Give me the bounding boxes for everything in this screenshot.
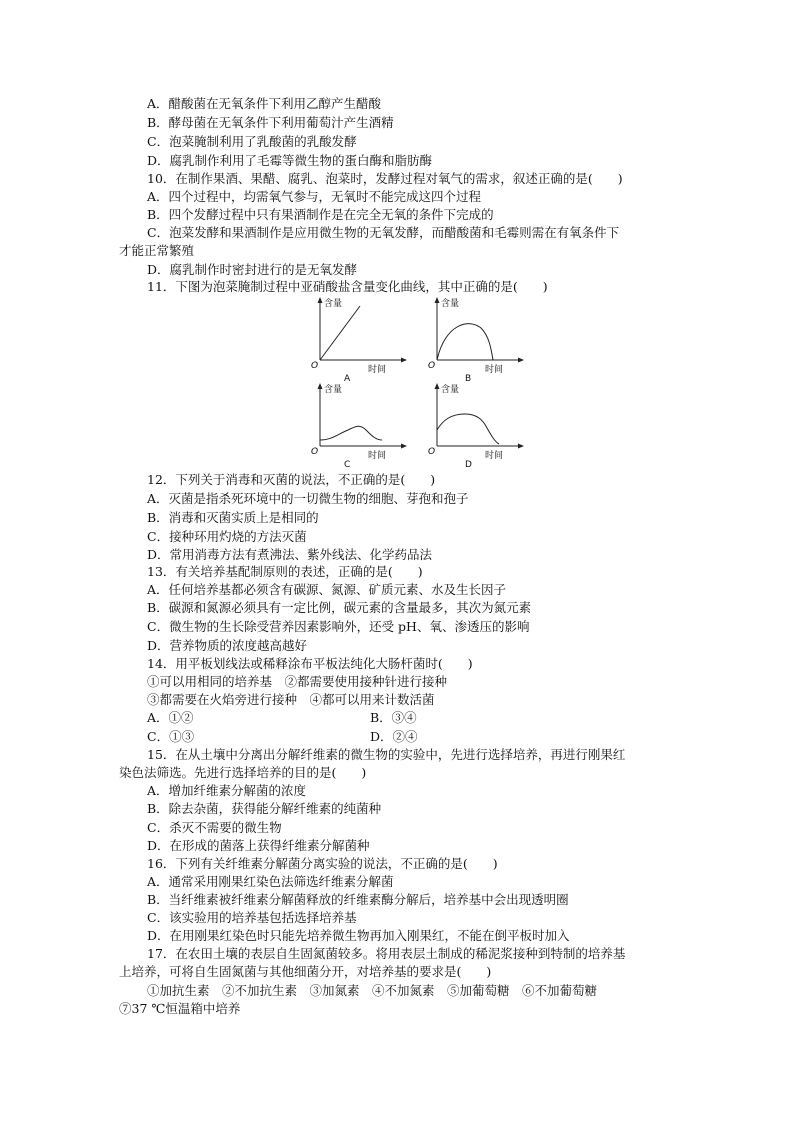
option-line: A．增加纤维素分解菌的浓度 <box>147 783 307 798</box>
origin-label: O <box>311 447 319 457</box>
option-line: C．该实验用的培养基包括选择培养基 <box>147 910 357 925</box>
option-line: A．灭菌是指杀死环境中的一切微生物的细胞、芽孢和孢子 <box>147 491 469 506</box>
option-line: D．营养物质的浓度越高越好 <box>147 638 308 653</box>
statement-line: ①可以用相同的培养基 ②都需要使用接种针进行接种 <box>147 674 448 689</box>
question-13: 13．有关培养基配制原则的表述，正确的是( ) <box>147 564 423 579</box>
question-12: 12．下列关于消毒和灭菌的说法，不正确的是( ) <box>147 472 436 487</box>
question-15-cont: 染色法筛选。先进行选择培养的目的是( ) <box>119 765 367 780</box>
statement-line: ⑦37 ℃恒温箱中培养 <box>119 1001 241 1016</box>
option-line: A．通常采用刚果红染色法筛选纤维素分解菌 <box>147 874 394 889</box>
option-line: A．①② <box>147 710 194 725</box>
option-line: B．除去杂菌，获得能分解纤维素的纯菌种 <box>147 801 382 816</box>
graph-c <box>308 380 428 470</box>
x-axis-label: 时间 <box>368 365 387 375</box>
option-line: B．酵母菌在无氧条件下利用葡萄汁产生酒精 <box>147 115 394 130</box>
question-17-cont: 上培养，可将自生固氮菌与其他细菌分开，对培养基的要求是( ) <box>119 964 492 979</box>
graph-d <box>425 380 545 470</box>
y-axis-label: 含量 <box>324 299 343 309</box>
question-15: 15．在从土壤中分离出分解纤维素的微生物的实验中，先进行选择培养，再进行刚果红 <box>147 747 626 762</box>
graph-letter: C <box>344 460 351 470</box>
option-line: D．②④ <box>370 729 418 744</box>
question-11: 11．下图为泡菜腌制过程中亚硝酸盐含量变化曲线，其中正确的是( ) <box>147 279 548 294</box>
option-line: C．杀灭不需要的微生物 <box>147 820 282 835</box>
y-axis-label: 含量 <box>324 385 343 395</box>
option-line: D．腐乳制作时密封进行的是无氧发酵 <box>147 262 358 277</box>
curve-a <box>320 306 360 360</box>
option-line: A．四个过程中，均需氧气参与，无氧时不能完成这四个过程 <box>147 189 482 204</box>
question-10: 10．在制作果酒、果醋、腐乳、泡菜时，发酵过程对氧气的需求，叙述正确的是( ) <box>147 171 623 186</box>
option-line: 才能正常繁殖 <box>119 243 195 258</box>
option-line: B．当纤维素被纤维素分解菌释放的纤维素酶分解后，培养基中会出现透明圈 <box>147 892 569 907</box>
curve-c <box>320 426 382 440</box>
option-line: D．腐乳制作利用了毛霉等微生物的蛋白酶和脂肪酶 <box>147 153 433 168</box>
option-line: C．①③ <box>147 729 195 744</box>
option-line: B．③④ <box>370 710 417 725</box>
graph-a <box>308 294 428 384</box>
graph-letter: D <box>465 460 472 470</box>
option-line: C．泡菜腌制利用了乳酸菌的乳酸发酵 <box>147 134 357 149</box>
question-16: 16．下列有关纤维素分解菌分离实验的说法，不正确的是( ) <box>147 856 498 871</box>
option-line: B．消毒和灭菌实质上是相同的 <box>147 510 319 525</box>
question-14: 14．用平板划线法或稀释涂布平板法纯化大肠杆菌时( ) <box>147 656 473 671</box>
origin-label: O <box>428 447 436 457</box>
option-line: B．四个发酵过程中只有果酒制作是在完全无氧的条件下完成的 <box>147 207 494 222</box>
y-axis-label: 含量 <box>441 385 460 395</box>
origin-label: O <box>311 361 319 371</box>
x-axis-label: 时间 <box>485 365 504 375</box>
statement-line: ①加抗生素 ②不加抗生素 ③加氮素 ④不加氮素 ⑤加葡萄糖 ⑥不加葡萄糖 <box>147 983 598 998</box>
option-line: D．在形成的菌落上获得纤维素分解菌种 <box>147 838 370 853</box>
option-line: C．微生物的生长除受营养因素影响外，还受 pH、氧、渗透压的影响 <box>147 619 530 634</box>
option-line: B．碳源和氮源必须具有一定比例，碳元素的含量最多，其次为氮元素 <box>147 600 532 615</box>
x-axis-label: 时间 <box>368 451 387 461</box>
statement-line: ③都需要在火焰旁进行接种 ④都可以用来计数活菌 <box>147 692 435 707</box>
curve-b <box>437 324 493 360</box>
curve-d <box>437 414 499 444</box>
graph-letter: B <box>465 374 472 384</box>
graph-letter: A <box>344 374 351 384</box>
option-line: D．在用刚果红染色时只能先培养微生物再加入刚果红，不能在倒平板时加入 <box>147 928 570 943</box>
question-17: 17．在农田土壤的表层自生固氮菌较多。将用表层土制成的稀泥浆接种到特制的培养基 <box>147 946 626 961</box>
option-line: D．常用消毒方法有煮沸法、紫外线法、化学药品法 <box>147 547 433 562</box>
option-line: C．泡菜发酵和果酒制作是应用微生物的无氧发酵，而醋酸菌和毛霉则需在有氧条件下 <box>147 225 620 240</box>
origin-label: O <box>428 361 436 371</box>
graph-b <box>425 294 545 384</box>
y-axis-label: 含量 <box>441 299 460 309</box>
x-axis-label: 时间 <box>485 451 504 461</box>
option-line: C．接种环用灼烧的方法灭菌 <box>147 529 307 544</box>
option-line: A．醋酸菌在无氧条件下利用乙醇产生醋酸 <box>147 96 382 111</box>
option-line: A．任何培养基都必须含有碳源、氮源、矿质元素、水及生长因子 <box>147 582 507 597</box>
